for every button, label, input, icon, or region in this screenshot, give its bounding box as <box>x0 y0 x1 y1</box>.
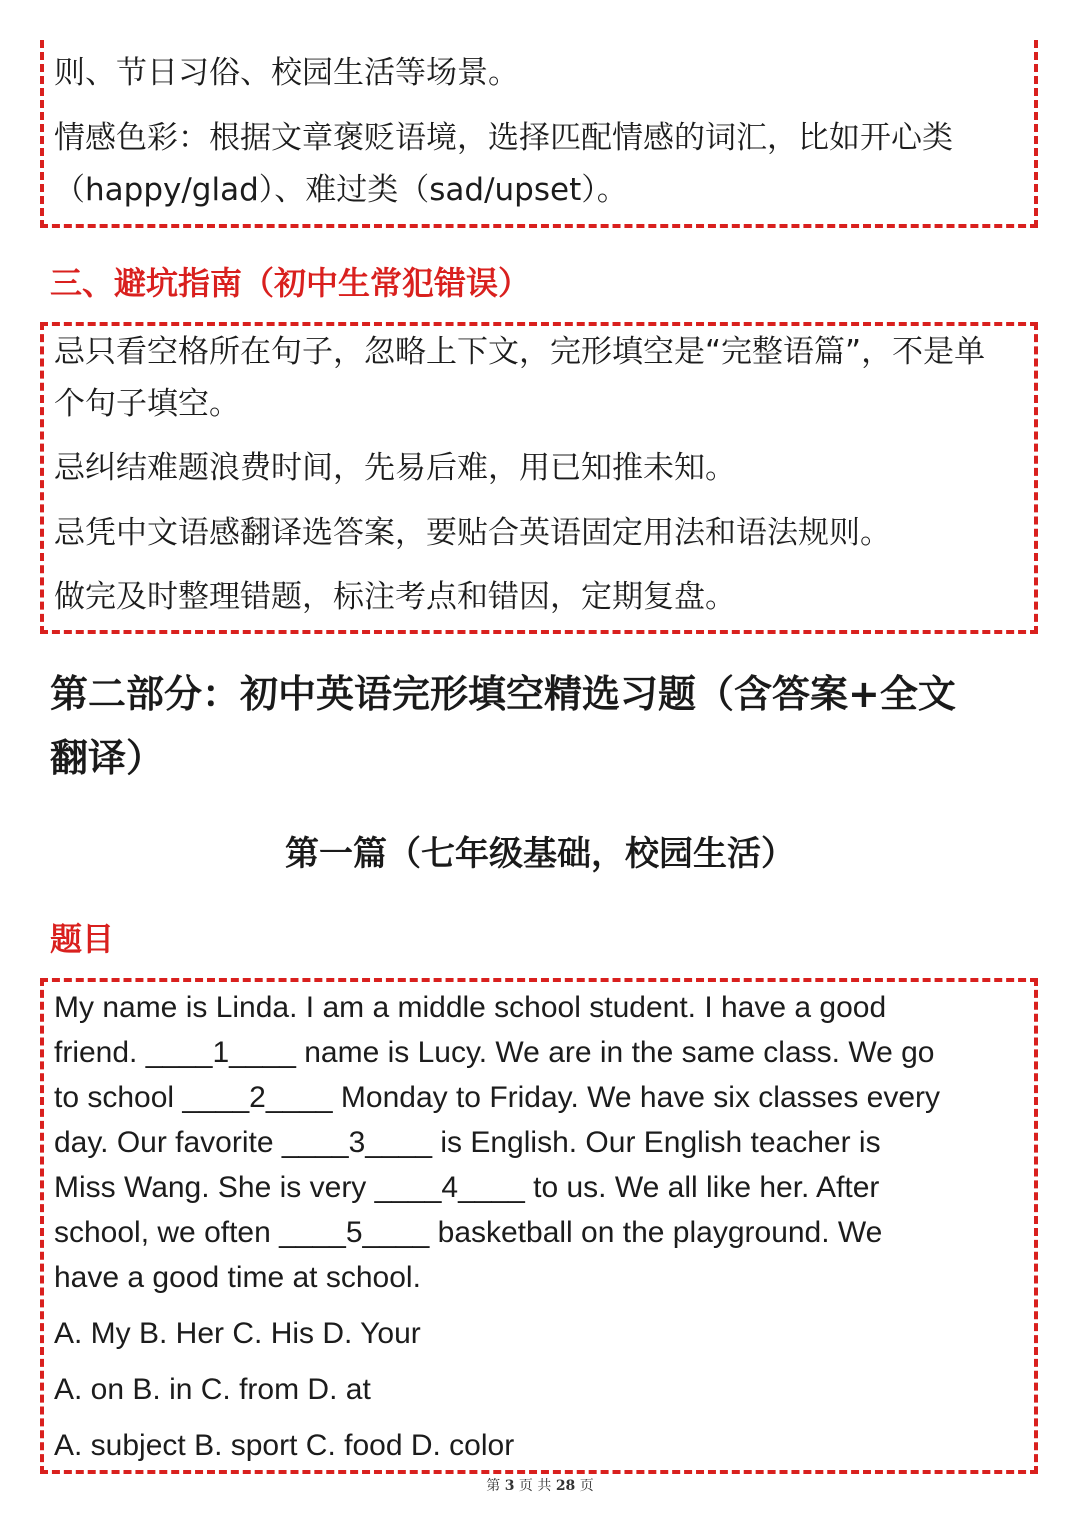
passage-box <box>40 978 1038 1474</box>
passage-line: friend. ____1____ name is Lucy. We are in the same class. We go <box>54 1036 935 1069</box>
footer-prefix: 第 <box>486 1478 501 1494</box>
pitfall-line: 个句子填空。 <box>54 386 240 422</box>
article-title: 第一篇（七年级基础，校园生活） <box>285 834 795 874</box>
passage-line: day. Our favorite ____3____ is English. Our English teacher is <box>54 1126 881 1159</box>
option-line: A. My B. Her C. His D. Your <box>54 1317 421 1350</box>
current-page-number: 3 <box>504 1478 515 1494</box>
tips-line: 则、节日习俗、校园生活等场景。 <box>54 55 519 91</box>
total-page-number: 28 <box>555 1478 576 1494</box>
section-heading-pitfalls: 三、避坑指南（初中生常犯错误） <box>50 264 531 302</box>
passage-line: have a good time at school. <box>54 1261 421 1294</box>
question-heading: 题目 <box>50 920 115 958</box>
pitfall-line: 忌只看空格所在句子，忽略上下文，完形填空是“完整语篇”，不是单 <box>54 334 986 370</box>
option-line: A. subject B. sport C. food D. color <box>54 1429 515 1462</box>
passage-line: My name is Linda. I am a middle school student. I have a good <box>54 991 887 1024</box>
pitfall-line: 忌凭中文语感翻译选答案，要贴合英语固定用法和语法规则。 <box>54 515 891 551</box>
tips-line: 情感色彩：根据文章褒贬语境，选择匹配情感的词汇，比如开心类 <box>54 120 953 156</box>
passage-line: school, we often ____5____ basketball on the playground. We <box>54 1216 883 1249</box>
footer-middle: 页 共 <box>518 1478 552 1494</box>
pitfalls-box <box>40 322 1038 634</box>
pitfall-line: 忌纠结难题浪费时间，先易后难，用已知推未知。 <box>54 450 736 486</box>
part-two-title-line2: 翻译） <box>50 736 165 780</box>
pitfall-line: 做完及时整理错题，标注考点和错因，定期复盘。 <box>54 579 736 615</box>
option-line: A. on B. in C. from D. at <box>54 1373 371 1406</box>
passage-line: Miss Wang. She is very ____4____ to us. We all like her. After <box>54 1171 880 1204</box>
tips-line: （happy/glad）、难过类（sad/upset）。 <box>54 172 628 208</box>
passage-line: to school ____2____ Monday to Friday. We have six classes every <box>54 1081 941 1114</box>
page-footer <box>0 1475 1080 1495</box>
footer-suffix: 页 <box>579 1478 594 1494</box>
tips-box-continued <box>40 40 1038 228</box>
part-two-title-line1: 第二部分：初中英语完形填空精选习题（含答案+全文 <box>50 672 956 716</box>
